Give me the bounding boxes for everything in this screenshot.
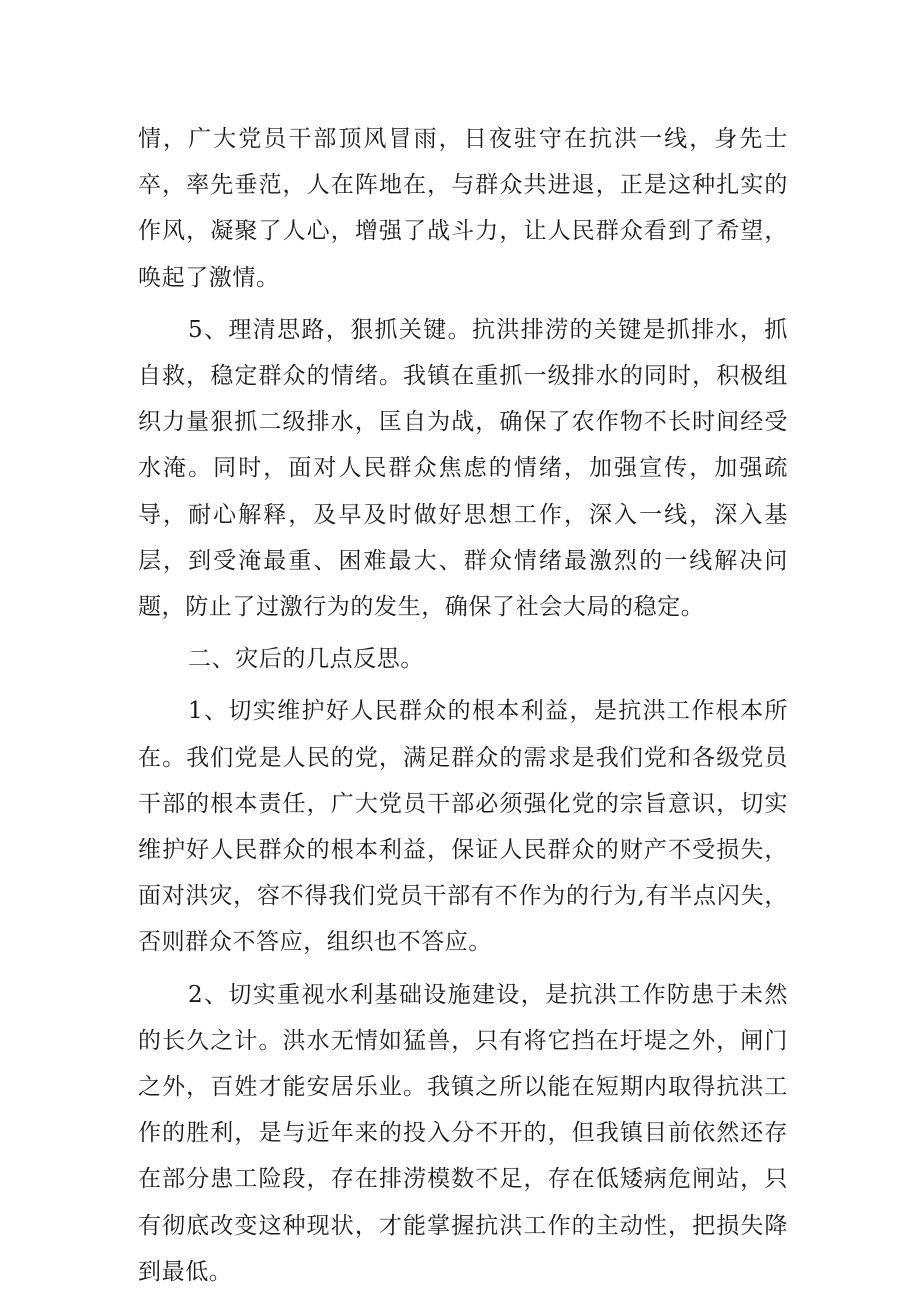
section-heading-reflections: 二、灾后的几点反思。 bbox=[188, 646, 424, 673]
paragraph-item-5: 5、理清思路，狠抓关键。抗洪排涝的关键是抓排水，抓自救，稳定群众的情绪。我镇在重抓一级排水的同时，积极组织力量狠抓二级排水，匡自为战，确保了农作物不长时间经受水淹。同时，面对人民群众焦虑的情绪，加强宣传，加强疏导，耐心解释，及早及时做好思想工作，深入一线，深入基层，到受淹最重、困难最大、群众情绪最激烈的一线解决问题，防止了过激行为的发生，确保了社会大局的稳定。 bbox=[138, 316, 788, 621]
paragraph-reflection-2: 2、切实重视水利基础设施建设，是抗洪工作防患于未然的长久之计。洪水无情如猛兽，只有将它挡在圩堤之外，闸门之外，百姓才能安居乐业。我镇之所以能在短期内取得抗洪工作的胜利，是与近年来的投入分不开的，但我镇目前依然还存在部分患工险段，存在排涝模数不足，存在低矮病危闸站，只有彻底改变这种现状，才能掌握抗洪工作的主动性，把损失降到最低。 bbox=[138, 981, 788, 1285]
document-body bbox=[138, 116, 788, 1301]
paragraph-continued: 情，广大党员干部顶风冒雨，日夜驻守在抗洪一线，身先士卒，率先垂范，人在阵地在，与群众共进退，正是这种扎实的作风，凝聚了人心，增强了战斗力，让人民群众看到了希望，唤起了激情。 bbox=[138, 126, 788, 291]
paragraph-reflection-1: 1、切实维护好人民群众的根本利益，是抗洪工作根本所在。我们党是人民的党，满足群众的需求是我们党和各级党员干部的根本责任，广大党员干部必须强化党的宗旨意识，切实维护好人民群众的根本利益，保证人民群众的财产不受损失，面对洪灾，容不得我们党员干部有不作为的行为,有半点闪失，否则群众不答应，组织也不答应。 bbox=[138, 698, 788, 956]
